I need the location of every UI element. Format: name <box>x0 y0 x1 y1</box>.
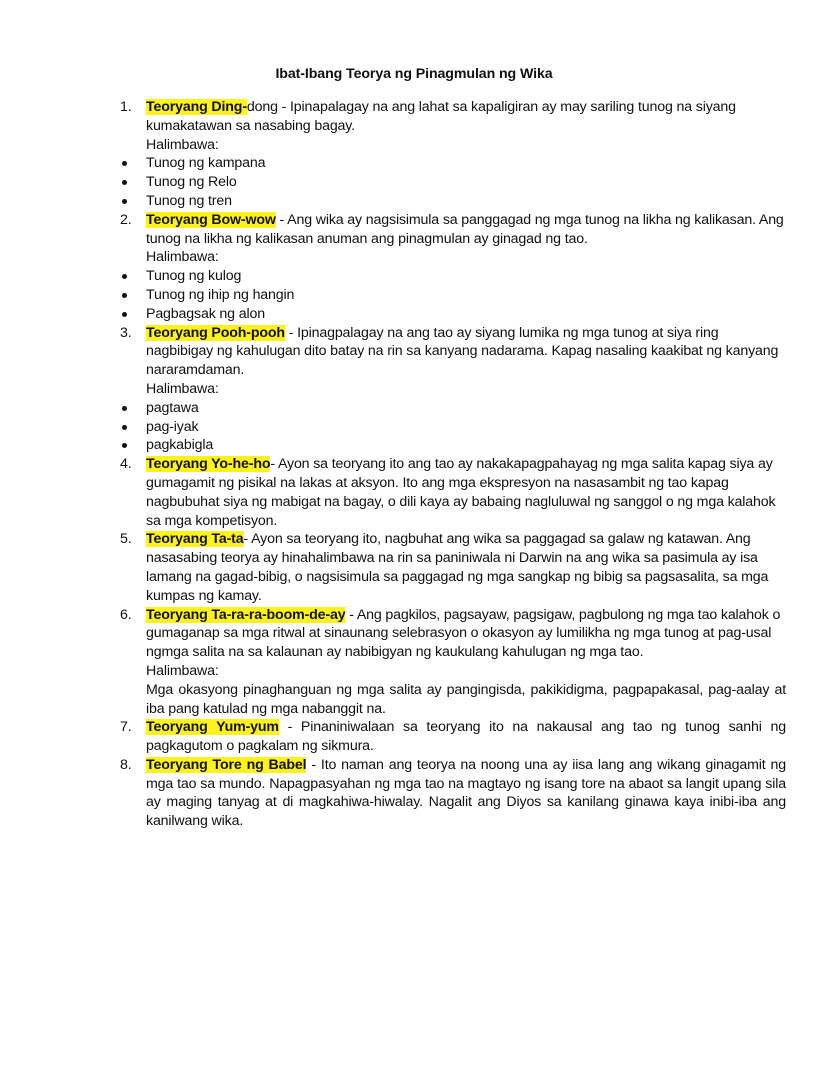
example-text: Tunog ng Relo <box>146 174 237 191</box>
document-title: Ibat-Ibang Teorya ng Pinagmulan ng Wika <box>275 66 553 82</box>
example-bullet <box>146 436 786 455</box>
theory-item-7 <box>120 718 786 756</box>
example-label: Halimbawa: <box>146 136 219 153</box>
item-number: 7. <box>120 719 132 736</box>
bullet-icon <box>122 293 127 298</box>
bullet-icon <box>122 425 127 430</box>
theory-description: - Ipinapalagay na ang lahat sa kapaligiran ay may sariling tunog na siyang kumakatawan sa nasabing bagay. <box>146 99 736 134</box>
example-text: Pagbagsak ng alon <box>146 305 265 322</box>
item-number: 4. <box>120 456 132 473</box>
theory-item-4 <box>120 455 786 530</box>
theory-name-highlight: Teoryang Yum-yum <box>146 719 279 736</box>
example-paragraph: Mga okasyong pinaghanguan ng mga salita ay pangingisda, pakikidigma, pagpapakasal, pag-aalay at iba pang katulad ng mga nabanggit na. <box>146 681 786 717</box>
example-bullet <box>146 154 786 173</box>
item-number: 8. <box>120 756 132 773</box>
theory-name-tail: dong <box>246 99 278 115</box>
theory-description: - Ayon sa teoryang ito ang tao ay nakakapagpahayag ng mga salita kapag siya ay gumagamit ng pisikal na lakas at aksyon. Ito ang mga ekspresyon na nasasambit ng tao kapag nagbubuhat siya ng mabigat na bagay, o dili kaya ay babaing nagluluwal ng sanggol o ng mga kalahok sa mga kompetisyon. <box>146 456 776 529</box>
example-text: pag-iyak <box>146 418 199 435</box>
example-text: pagkabigla <box>146 437 214 454</box>
theory-item-1 <box>120 98 786 154</box>
theory-name-highlight: Teoryang Pooh-pooh <box>146 324 285 341</box>
theory-name-highlight: Teoryang Bow-wow <box>146 211 276 228</box>
example-text: Tunog ng kulog <box>146 268 242 285</box>
bullet-icon <box>122 199 127 204</box>
item-number: 5. <box>120 531 132 548</box>
bullet-icon <box>122 274 127 279</box>
example-label: Halimbawa: <box>146 662 219 679</box>
example-label: Halimbawa: <box>146 249 219 266</box>
item-number: 2. <box>120 211 132 228</box>
theory-description: - Ayon sa teoryang ito, nagbuhat ang wika sa paggagad sa galaw ng katawan. Ang nasasabing teorya ay hinahalimbawa na rin sa paniniwala ni Darwin na ang wika sa pasimula ay isa lamang na gagad-bibig, o nagsisimula sa paggagad ng mga sangkap ng bibig sa pagsasalita, sa mga kumpas ng kamay. <box>146 531 769 604</box>
example-text: Tunog ng ihip ng hangin <box>146 286 295 303</box>
example-text: Tunog ng tren <box>146 192 232 209</box>
item-number: 6. <box>120 606 132 623</box>
example-bullet <box>146 286 786 305</box>
example-bullet <box>146 267 786 286</box>
theory-list <box>120 98 786 831</box>
theory-name-highlight: Teoryang Ta-ra-ra-boom-de-ay <box>146 606 346 623</box>
theory-item-2 <box>120 211 786 267</box>
bullet-icon <box>122 443 127 448</box>
bullet-icon <box>122 180 127 185</box>
example-bullet <box>146 418 786 437</box>
theory-item-3 <box>120 324 786 399</box>
theory-item-6 <box>120 606 786 719</box>
example-bullet <box>146 399 786 418</box>
bullet-icon <box>122 406 127 411</box>
example-bullet <box>146 305 786 324</box>
example-text: pagtawa <box>146 399 199 416</box>
example-bullet <box>146 192 786 211</box>
item-number: 1. <box>120 99 132 115</box>
theory-description: - Ang pagkilos, pagsayaw, pagsigaw, pagbulong ng mga tao kalahok o gumaganap sa mga ritwal at sinaunang selebrasyon o okasyon ay lumilikha ng mga tunog at pag-usal ngmga salita na sa kalaunan ay nabibigyan ng kaukulang kahulugan ng mga tao. <box>146 606 781 661</box>
theory-description: - Ang wika ay nagsisimula sa panggagad ng mga tunog na likha ng kalikasan. Ang tunog na likha ng kalikasan anuman ang pinagmulan ay ginagad ng tao. <box>146 211 784 247</box>
theory-name-highlight: Teoryang Ta-ta <box>146 531 244 548</box>
theory-name-highlight: Teoryang Ding- <box>146 99 247 115</box>
theory-item-8 <box>120 756 786 831</box>
example-label: Halimbawa: <box>146 380 219 397</box>
item-number: 3. <box>120 324 132 341</box>
example-bullet <box>146 173 786 192</box>
example-text: Tunog ng kampana <box>146 155 266 172</box>
theory-name-highlight: Teoryang Yo-he-ho <box>146 456 271 473</box>
theory-name-highlight: Teoryang Tore ng Babel <box>146 756 307 773</box>
bullet-icon <box>122 312 127 317</box>
bullet-icon <box>122 161 127 166</box>
theory-description: - Pinaniniwalaan sa teoryang ito na nakausal ang tao ng tunog sanhi ng pagkagutom o pagkalam ng sikmura. <box>146 719 786 755</box>
theory-item-5 <box>120 530 786 605</box>
theory-description: - Ipinagpalagay na ang tao ay siyang lumika ng mga tunog at siya ring nagbibigay ng kahulugan dito batay na rin sa kanyang nadarama. Kapag nasaling kaakibat ng kanyang nararamdaman. <box>146 324 779 379</box>
theory-description: - Ito naman ang teorya na noong una ay iisa lang ang wikang ginagamit ng mga tao sa mundo. Napagpasyahan ng mga tao na magtayo ng isang tore na abaot sa langit upang sila ay maging tanyag at di magkahiwa-hiwalay. Nagalit ang Diyos sa kanilang ginawa kaya inibi-iba ang kanilwang wika. <box>146 756 786 830</box>
